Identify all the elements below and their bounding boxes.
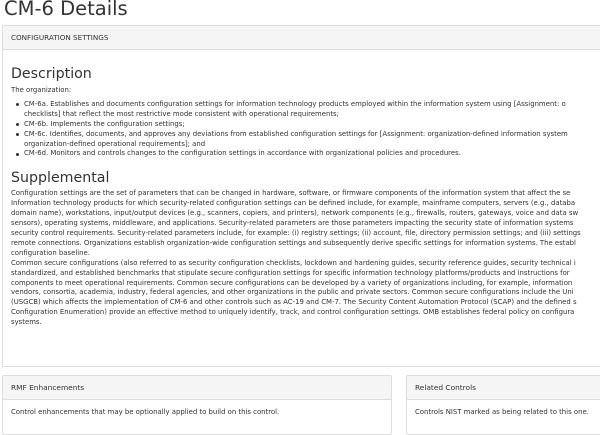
page-title: CM-6 Details: [4, 0, 128, 20]
supplemental-line: (USGCB) which affects the implementation of CM-6 and other controls such as AC-19 and CM-7. The Security Content Automation Protocol (SCAP) and the defined s: [11, 298, 577, 307]
description-title: Description: [11, 66, 92, 82]
supplemental-line: configuration baseline.: [11, 248, 90, 257]
supplemental-line: Information technology products for which security-related configuration settings can be defined include, for example, mainframe computers, servers (e.g., databa: [11, 199, 576, 208]
configuration-settings-panel: [2, 25, 600, 367]
supplemental-line: Common secure configurations (also referred to as security configuration checklists, lockdown and hardening guides, security reference guides, security technical i: [11, 258, 576, 267]
related-controls-body: Controls NIST marked as being related to this one.: [415, 408, 589, 416]
supplemental-line: Configuration Enumeration) provide an effective method to uniquely identify, track, and control configuration settings. OMB establishes federal policy on configura: [11, 308, 575, 317]
list-item: CM-6b. Implements the configuration settings;: [24, 120, 600, 130]
list-item: CM-6d. Monitors and controls changes to the configuration settings in accordance with organizational policies and procedures.: [24, 149, 600, 159]
supplemental-line: components to meet operational requirements. Common secure configurations can be developed by a variety of organizations including, for example, information: [11, 278, 573, 287]
supplemental-title: Supplemental: [11, 170, 110, 187]
rmf-enhancements-heading: RMF Enhancements: [3, 376, 391, 400]
related-controls-panel: [406, 375, 600, 435]
panel-body: [3, 65, 600, 328]
supplemental-line: domain name), workstations, input/output devices (e.g., scanners, copiers, and printers), network components (e.g., firewalls, routers, gateways, voice and data sw: [11, 209, 579, 218]
related-controls-heading: Related Controls: [407, 376, 600, 400]
description-intro: The organization:: [11, 86, 72, 94]
supplemental-line: Configuration settings are the set of parameters that can be changed in hardware, software, or firmware components of the information system that affect the se: [11, 189, 571, 198]
supplemental-line: vendors, consortia, academia, industry, federal agencies, and other organizations in the public and private sectors. Common secure configurations include the Uni: [11, 288, 574, 297]
description-list: [11, 100, 600, 159]
supplemental-line: remote connections. Organizations establish organization-wide configuration settings and subsequently derive specific settings for information systems. The establ: [11, 238, 576, 247]
rmf-enhancements-body: Control enhancements that may be optionally applied to build on this control.: [11, 408, 280, 416]
supplemental-line: systems.: [11, 318, 42, 327]
supplemental-line: security control requirements. Security-related parameters include, for example: (i) registry settings; (ii) account, file, directory permission settings; and (iii) settings: [11, 228, 581, 237]
list-item: CM-6c. Identifies, documents, and approves any deviations from established configuration settings for [Assignment: organization-defined information system organization-defined operational requirements]; and: [24, 130, 600, 150]
supplemental-line: standardized, and established benchmarks that stipulate secure configuration settings for specific information technology platforms/products and instructions for: [11, 268, 570, 277]
supplemental-line: sensors), operating systems, middleware, and applications. Security-related parameters are those parameters impacting the security state of information systems: [11, 219, 574, 228]
list-item: CM-6a. Establishes and documents configuration settings for information technology products employed within the information system using [Assignment: o checklists] that reflect the most restrictive mode consistent with operational requirements;: [24, 100, 600, 120]
panel-heading: CONFIGURATION SETTINGS: [3, 26, 600, 50]
supplemental-text: [11, 189, 600, 328]
rmf-enhancements-panel: [2, 375, 392, 435]
